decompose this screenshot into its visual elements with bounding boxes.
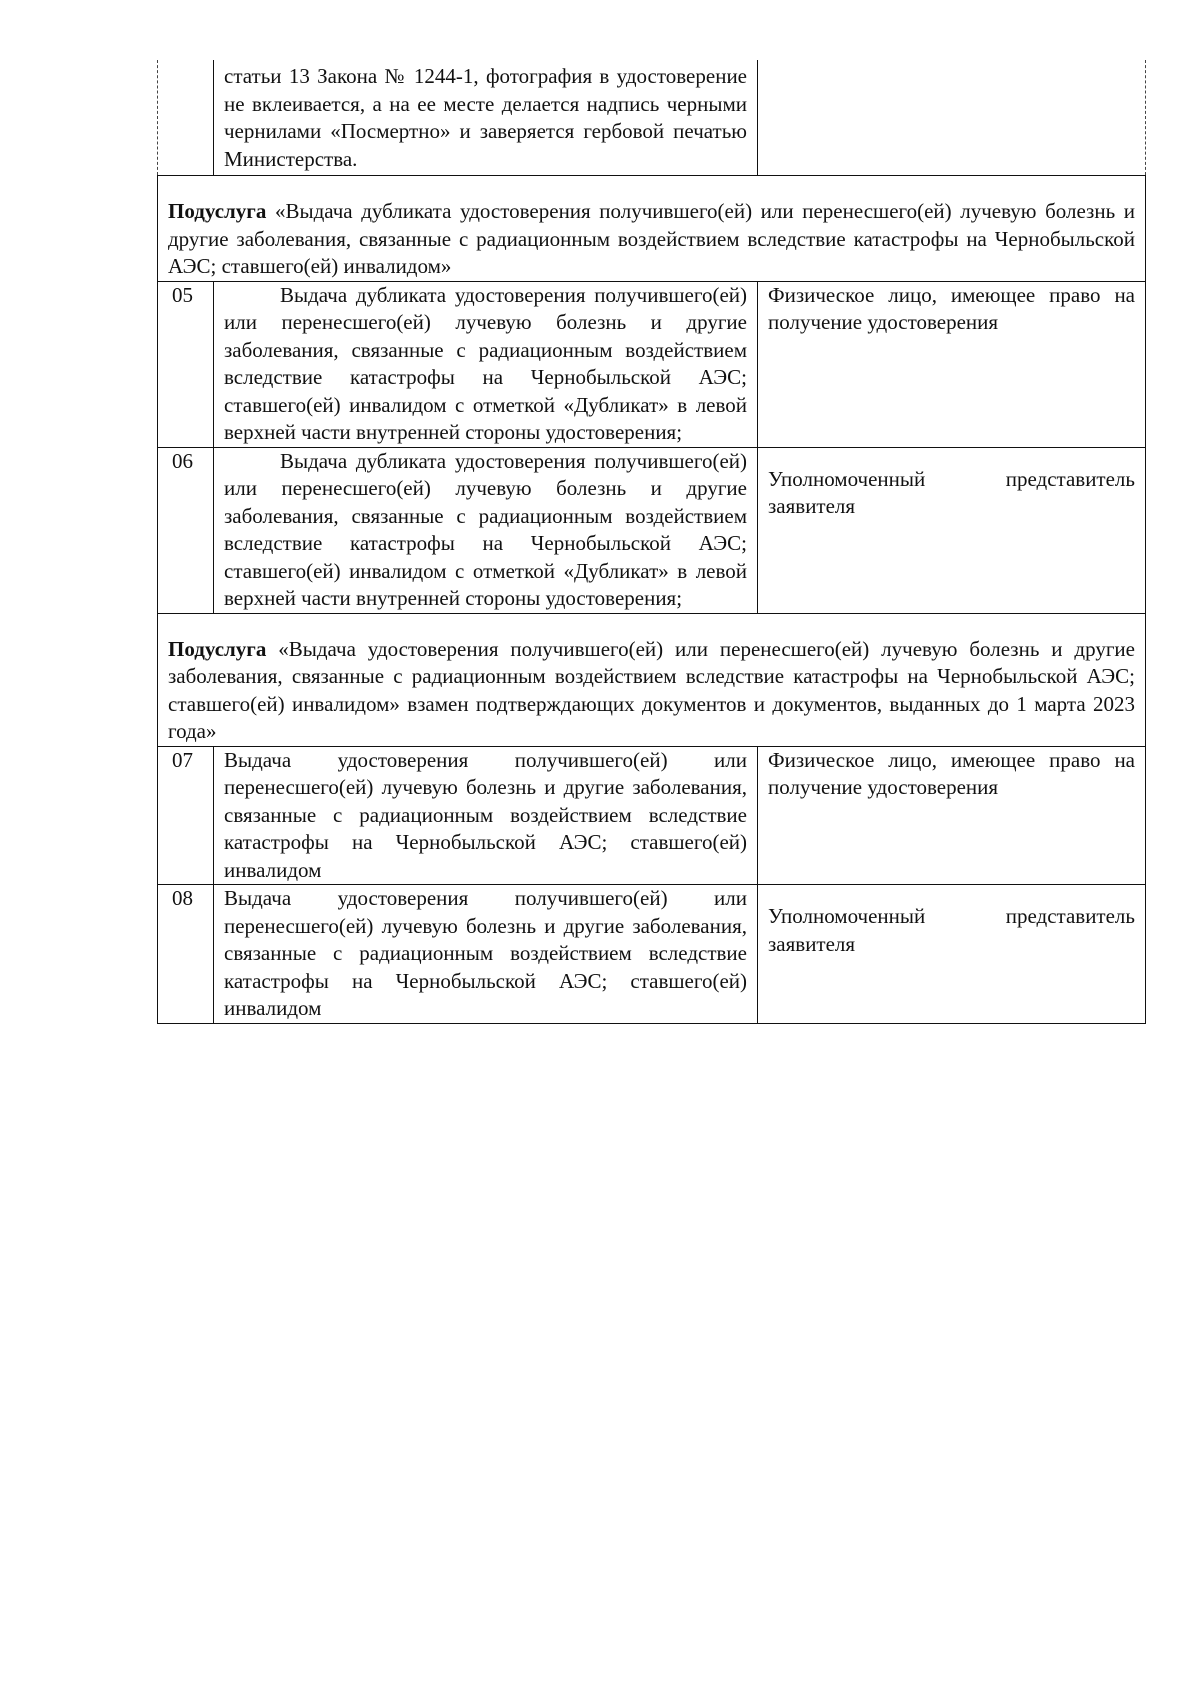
subservice-title: «Выдача дубликата удостоверения получившего(ей) или перенесшего(ей) лучевую болезнь и другие заболевания, связанные с радиационным воздействием вследствие катастрофы на Чернобыльской АЭС; ставшего(ей) инвалидом»	[168, 199, 1135, 278]
row-description: Выдача дубликата удостоверения получившего(ей) или перенесшего(ей) лучевую болезнь и другие заболевания, связанные с радиационным воздействием вследствие катастрофы на Чернобыльской АЭС; ставшего(ей) инвалидом с отметкой «Дубликат» в левой верхней части внутренней стороны удостоверения;	[224, 448, 747, 610]
subservice-header-row	[158, 176, 1146, 282]
services-table-page	[157, 60, 1145, 1024]
subservice-header-cell	[158, 176, 1146, 282]
row-applicant-cell	[758, 746, 1146, 885]
row-applicant: Физическое лицо, имеющее право на получение удостоверения	[768, 747, 1135, 799]
row-applicant: Физическое лицо, имеющее право на получение удостоверения	[768, 282, 1135, 334]
subservice-label: Подуслуга	[168, 636, 267, 661]
subservice-header-cell	[158, 613, 1146, 746]
row-description-cell	[214, 281, 758, 447]
row-description: Выдача удостоверения получившего(ей) или перенесшего(ей) лучевую болезнь и другие заболевания, связанные с радиационным воздействием вследствие катастрофы на Чернобыльской АЭС; ставшего(ей) инвалидом	[224, 747, 747, 882]
row-applicant-cell	[758, 281, 1146, 447]
row-description-cell	[214, 447, 758, 613]
row-number: 08	[158, 885, 214, 1024]
row-number: 06	[158, 447, 214, 613]
row-applicant-cell	[758, 885, 1146, 1024]
row-description: статьи 13 Закона № 1244-1, фотография в удостоверение не вклеивается, а на ее месте делается надпись черными чернилами «Посмертно» и заверяется гербовой печатью Министерства.	[224, 64, 747, 171]
table-row	[158, 447, 1146, 613]
table-row	[158, 885, 1146, 1024]
table-row	[158, 746, 1146, 885]
row-applicant: Уполномоченный представитель заявителя	[768, 466, 1135, 518]
row-applicant: Уполномоченный представитель заявителя	[768, 904, 1135, 956]
row-number: 05	[158, 281, 214, 447]
row-number-cell	[158, 60, 214, 176]
row-description-cell	[214, 746, 758, 885]
subservice-label: Подуслуга	[168, 199, 267, 223]
row-description-cell	[214, 885, 758, 1024]
row-description: Выдача удостоверения получившего(ей) или перенесшего(ей) лучевую болезнь и другие заболевания, связанные с радиационным воздействием вследствие катастрофы на Чернобыльской АЭС; ставшего(ей) инвалидом	[224, 886, 747, 1020]
row-applicant-cell	[758, 447, 1146, 613]
subservice-header-row	[158, 613, 1146, 746]
row-number: 07	[158, 746, 214, 885]
subservice-title: «Выдача удостоверения получившего(ей) или перенесшего(ей) лучевую болезнь и другие заболевания, связанные с радиационным воздействием вследствие катастрофы на Чернобыльской АЭС; ставшего(ей) инвалидом» взамен подтверждающих документов и документов, выданных до 1 марта 2023 года»	[168, 636, 1135, 743]
row-description: Выдача дубликата удостоверения получившего(ей) или перенесшего(ей) лучевую болезнь и другие заболевания, связанные с радиационным воздействием вследствие катастрофы на Чернобыльской АЭС; ставшего(ей) инвалидом с отметкой «Дубликат» в левой верхней части внутренней стороны удостоверения;	[224, 282, 747, 444]
row-applicant-cell	[758, 60, 1146, 176]
table-row-continued	[158, 60, 1146, 176]
services-table	[157, 60, 1146, 1024]
row-description-cell	[214, 60, 758, 176]
table-row	[158, 281, 1146, 447]
